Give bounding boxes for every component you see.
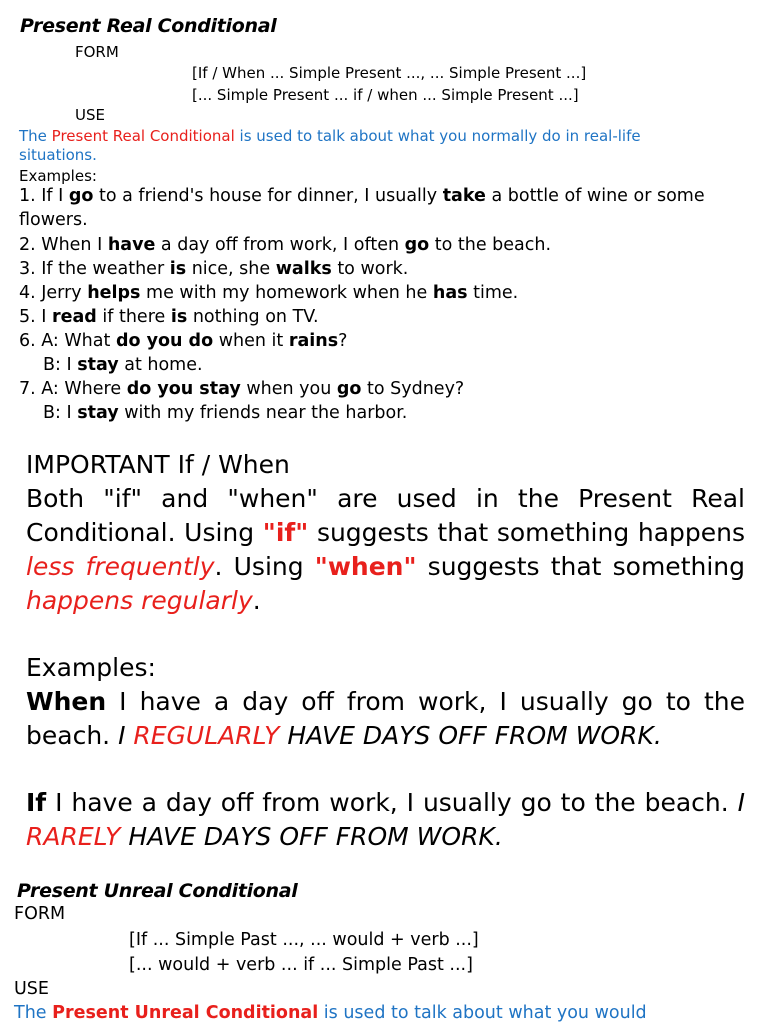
important-line-1: Both "if" and "when" are used in the Present Real [26,484,745,513]
example-keyword: stay [77,403,119,423]
form-label: FORM [75,43,119,61]
example-text: nice, she [186,259,276,279]
use2-term: Present Unreal Conditional [52,1003,319,1023]
example-keyword: do you do [115,331,214,351]
example-text: ? [338,331,348,351]
example-keyword: read [51,307,97,327]
example-text: when it [213,331,289,351]
example-text: B: I [43,403,78,423]
example-keyword: helps [87,283,141,303]
important-line-3 [26,550,745,584]
use2-rest: is used to talk about what you would [318,1003,647,1023]
important-line-4 [26,584,261,618]
example2-line-1 [26,685,745,719]
use-text-term: Present Real Conditional [51,127,235,145]
example-keyword: go [336,379,362,399]
use2-the: The [14,1003,53,1023]
use-text-line-1 [19,127,641,145]
example-line [19,379,464,399]
example-text: 6. A: What [19,331,116,351]
example-text: 5. I [19,307,52,327]
text-e1b: I have a day off from work, I usually go to the [106,687,745,716]
example-text: 3. If the weather [19,259,170,279]
example-text: 4. Jerry [19,283,88,303]
form-label-2: FORM [14,904,66,924]
examples2-label: Examples: [26,653,156,682]
text-i-2: I [737,788,745,817]
text-i: I [118,721,134,750]
examples-label: Examples: [19,167,97,185]
example-keyword: rains [288,331,339,351]
example-text: at home. [118,355,203,375]
example-keyword: is [169,259,187,279]
text-happens-regularly: happens regularly [26,586,253,615]
use2-text-line-1 [14,1003,647,1023]
use-label: USE [75,106,105,124]
use-text-rest: is used to talk about what you normally do in real-life [234,127,641,145]
use-label-2: USE [14,979,49,999]
example-keyword: is [170,307,188,327]
form2-line-1: [If ... Simple Past ..., ... would + verb ...] [129,930,479,950]
form-line-1: [If / When ... Simple Present ..., ... Simple Present ...] [192,64,587,82]
example-keyword: walks [275,259,332,279]
use-text-the: The [19,127,52,145]
text-when-bold: When [26,687,107,716]
example-text: with my friends near the harbor. [118,403,408,423]
example-text: flowers. [19,210,88,230]
example-text: B: I [43,355,78,375]
example-text: 2. When I [19,235,108,255]
text-beach: beach. [26,721,119,750]
example-line [19,186,705,206]
example-text: nothing on TV. [187,307,319,327]
text-using-2: . Using [214,552,315,581]
section-title-present-real: Present Real Conditional [20,15,277,37]
example-keyword: go [68,186,94,206]
text-if-quoted: "if" [262,518,309,547]
example-text: to Sydney? [361,379,465,399]
example2-line-4 [26,820,503,854]
example-line [19,210,88,230]
example2-line-2 [26,719,662,753]
example-keyword: do you stay [126,379,241,399]
example-text: when you [240,379,337,399]
text-regularly: REGULARLY [133,721,280,750]
example-text: to the beach. [429,235,552,255]
example2-line-3 [26,786,745,820]
example-text: 1. If I [19,186,69,206]
example-text: time. [467,283,519,303]
example-text: a day off from work, I often [155,235,405,255]
text-when-quoted: "when" [314,552,417,581]
text-have-days-off: HAVE DAYS OFF FROM WORK. [279,721,662,750]
text-suggests: suggests that something happens [308,518,745,547]
example-text: me with my homework when he [140,283,433,303]
example-keyword: stay [77,355,119,375]
text-if-bold: If [26,788,47,817]
example-line [19,307,319,327]
example-text: to work. [331,259,409,279]
example-keyword: take [442,186,486,206]
text-suggests-2: suggests that something [416,552,745,581]
example-line [19,283,518,303]
example-line [43,403,407,423]
text-less-frequently: less frequently [26,552,215,581]
example-line [19,331,347,351]
example-keyword: has [432,283,468,303]
text-e2b: I have a day off from work, I usually go to the beach. [46,788,738,817]
text-rarely: RARELY [26,822,121,851]
form2-line-2: [... would + verb ... if ... Simple Past ...] [129,955,473,975]
example-keyword: have [107,235,156,255]
text-period: . [252,586,261,615]
section-title-present-unreal: Present Unreal Conditional [17,880,298,902]
example-keyword: go [404,235,430,255]
important-heading: IMPORTANT If / When [26,450,290,479]
use-text-line-2: situations. [19,146,97,164]
example-line [43,355,203,375]
example-text: 7. A: Where [19,379,127,399]
example-text: a bottle of wine or some [485,186,705,206]
example-text: if there [96,307,171,327]
text-have-days-off-2: HAVE DAYS OFF FROM WORK. [120,822,503,851]
text-using: Conditional. Using [26,518,263,547]
example-line [19,259,408,279]
example-text: to a friend's house for dinner, I usually [93,186,443,206]
important-line-2 [26,516,745,550]
example-line [19,235,551,255]
form-line-2: [... Simple Present ... if / when ... Simple Present ...] [192,86,579,104]
